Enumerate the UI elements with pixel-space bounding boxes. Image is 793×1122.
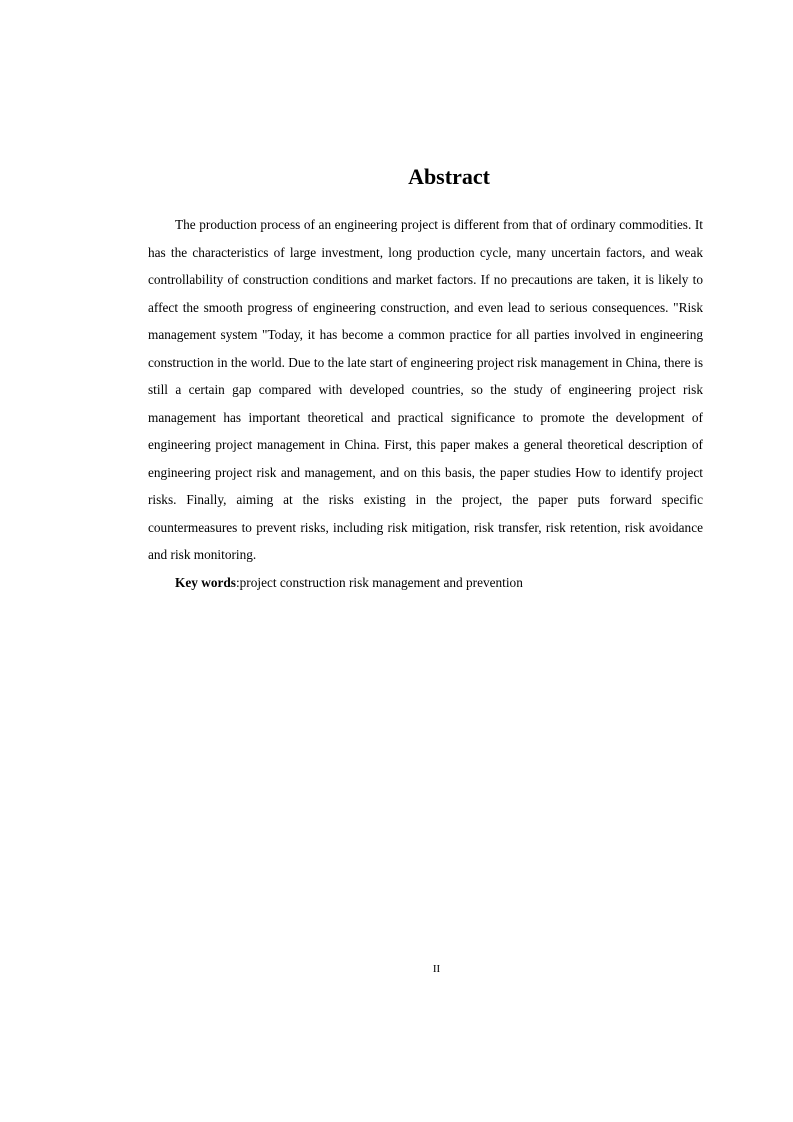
- keywords-line: [148, 569, 703, 597]
- keywords-label: Key words: [175, 574, 236, 590]
- abstract-body: [148, 211, 703, 596]
- keywords-text: :project construction risk management and prevention: [235, 574, 523, 590]
- page-number: II: [432, 963, 441, 975]
- abstract-title: Abstract: [408, 164, 490, 189]
- abstract-paragraph: The production process of an engineering project is different from that of ordinary commodities. It has the characteristics of large investment, long production cycle, many uncertain factors, and weak controllability of construction conditions and market factors. If no precautions are taken, it is likely to affect the smooth progress of engineering construction, and even lead to serious consequences. "Risk management system "Today, it has become a common practice for all parties involved in engineering construction in the world. Due to the late start of engineering project risk management in China, there is still a certain gap compared with developed countries, so the study of engineering project risk management has important theoretical and practical significance to promote the development of engineering project management in China. First, this paper makes a general theoretical description of engineering project risk and management, and on this basis, the paper studies How to identify project risks. Finally, aiming at the risks existing in the project, the paper puts forward specific countermeasures to prevent risks, including risk mitigation, risk transfer, risk retention, risk avoidance and risk monitoring.: [148, 217, 703, 562]
